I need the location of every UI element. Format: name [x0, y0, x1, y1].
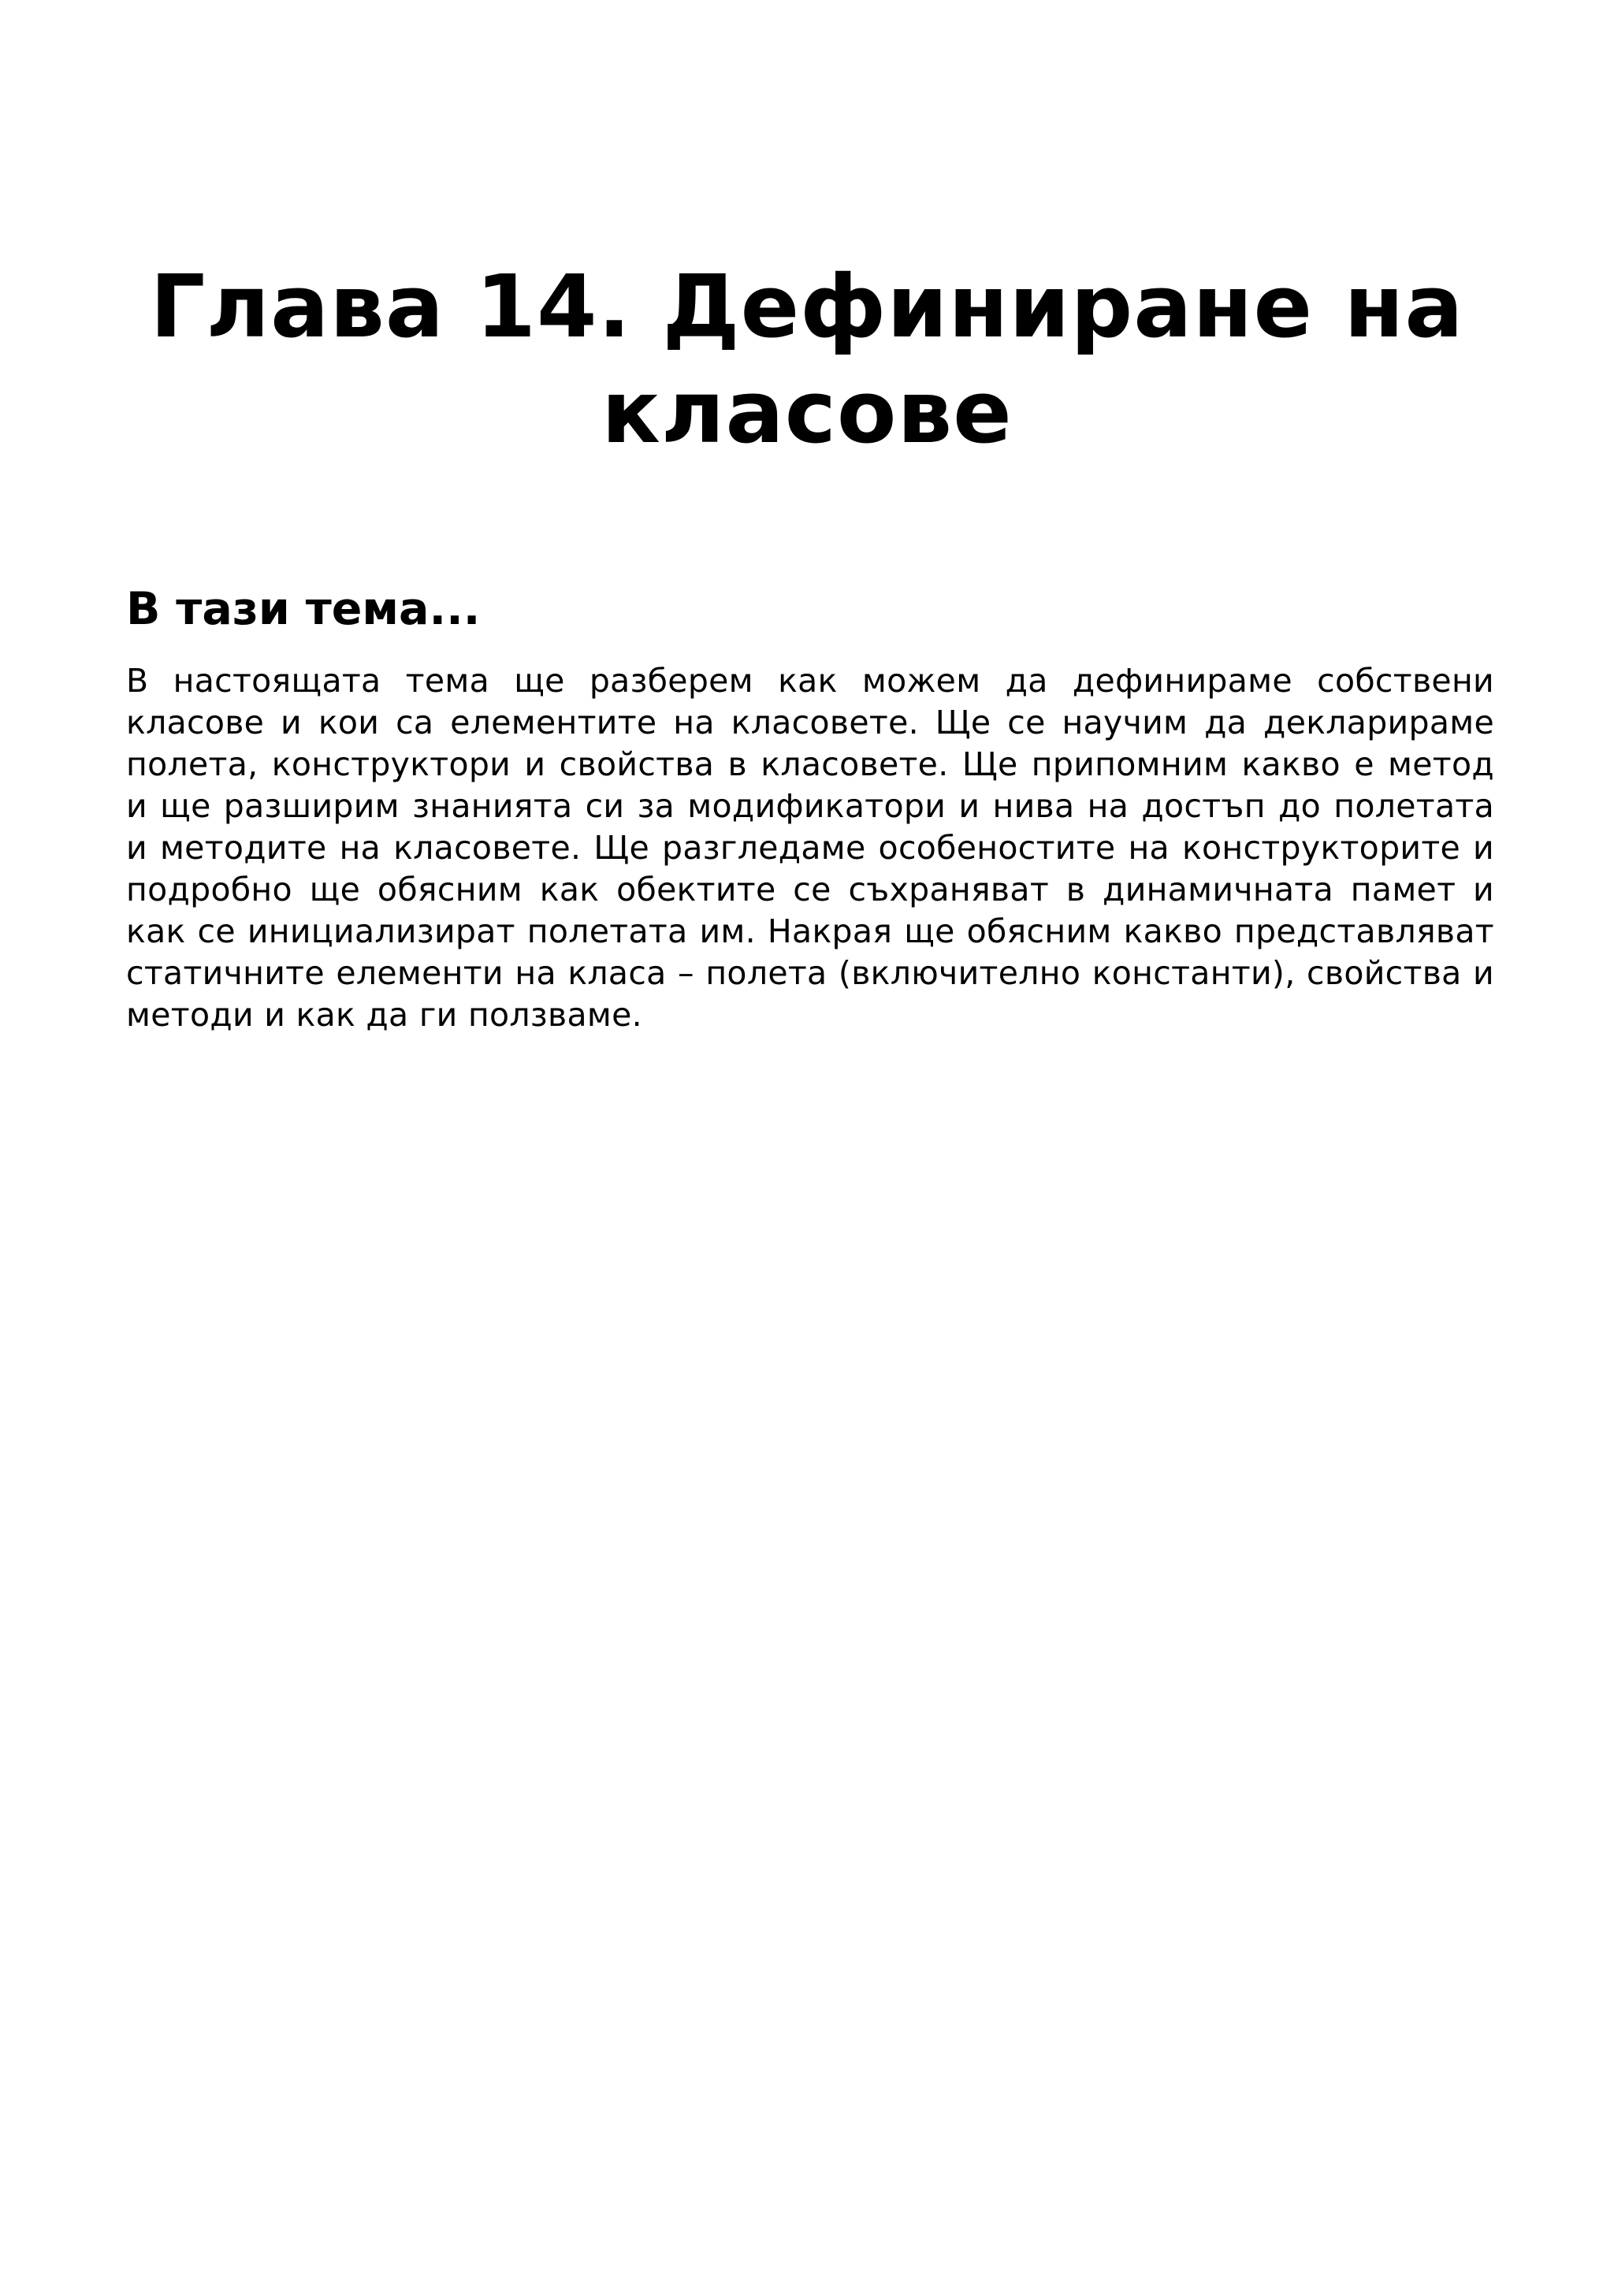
intro-paragraph: В настоящата тема ще разберем как можем да дефинираме собствени класове и кои са елементите на класовете. Ще се научим да декларираме полета, конструктори и свойства в класовете. Ще припомним какво е метод и ще разширим знанията си за модификатори и нива на достъп до полетата и методите на класовете. Ще разгледаме особеностите на конструкторите и подробно ще обясним как обектите се съхраняват в динамичната памет и как се инициализират полетата им. Накрая ще обясним какво представляват статичните елементи на класа – полета (включително константи), свойства и методи и как да ги ползваме.	[126, 662, 1494, 1034]
chapter-title: Глава 14. Дефиниране на класове	[150, 256, 1464, 463]
section-heading: В тази тема...	[126, 583, 481, 635]
